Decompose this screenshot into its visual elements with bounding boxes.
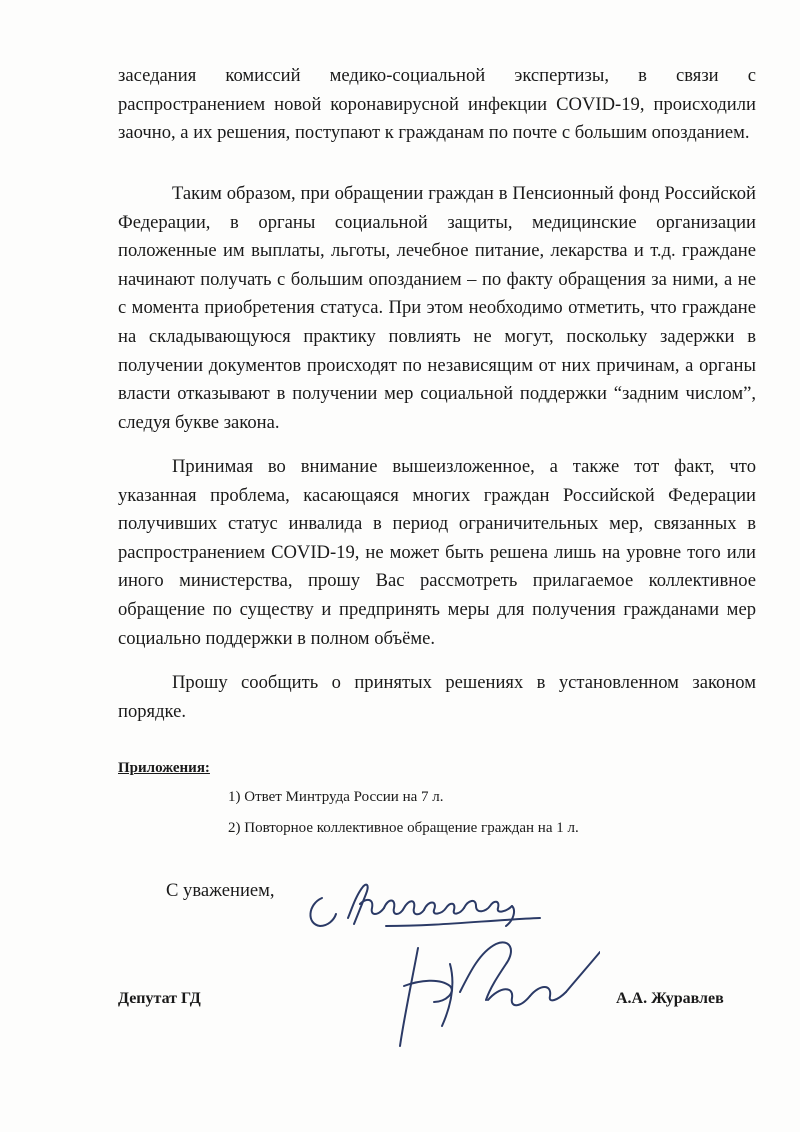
attachments-title: Приложения: [118,760,210,776]
signer-name: А.А. Журавлев [616,990,724,1007]
paragraph-2: Таким образом, при обращении граждан в Пенсионный фонд Российской Федерации, в органы социальной защиты, медицинские организации положенные им выплаты, льготы, лечебное питание, лекарства и т.д. граждане начинают получать с большим опозданием – по факту обращения за ними, а не с момента приобретения статуса. При этом необходимо отметить, что граждане на складывающуюся практику повлиять не могут, поскольку задержки в получении документов происходят по независящим от них причинам, а органы власти отказывают в получении мер социальной поддержки “задним числом”, следуя букве закона. [118,183,756,433]
paragraph-1: заседания комиссий медико-социальной экспертизы, в связи с распространением новой коронавирусной инфекции COVID-19, происходили заочно, а их решения, поступают к гражданам по почте с большим опозданием. [118,65,756,144]
paragraph-3: Принимая во внимание вышеизложенное, а также тот факт, что указанная проблема, касающаяся многих граждан Российской Федерации получивших статус инвалида в период ограничительных мер, связанных в распространением COVID-19, не может быть решена лишь на уровне того или иного министерства, прошу Вас рассмотреть прилагаемое коллективное обращение по существу и предпринять меры для получения гражданами мер социально поддержки в полном объёме. [118,456,756,649]
handwritten-signature [300,868,600,1058]
signer-position: Депутат ГД [118,990,201,1007]
paragraph-4: Прошу сообщить о принятых решениях в установленном законом порядке. [118,672,756,722]
closing-regards: С уважением, [166,880,275,901]
attachment-item-1: 1) Ответ Минтруда России на 7 л. [228,789,444,805]
attachment-item-2: 2) Повторное коллективное обращение граждан на 1 л. [228,820,579,836]
